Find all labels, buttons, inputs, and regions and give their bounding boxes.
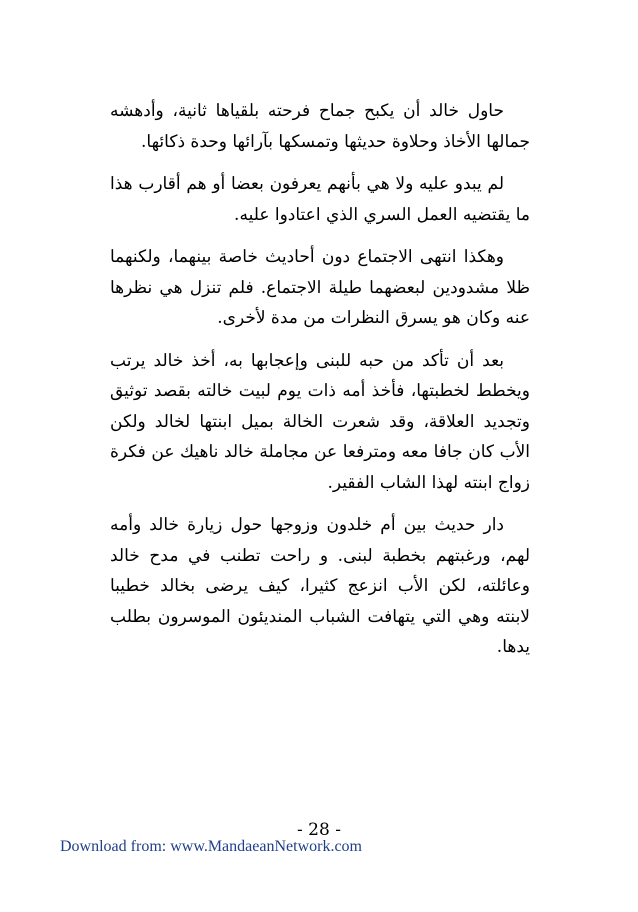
paragraph-2: لم يبدو عليه ولا هي بأنهم يعرفون بعضا أو هم أقارب هذا ما يقتضيه العمل السري الذي اعتادوا عليه. bbox=[110, 174, 530, 225]
paragraph-4: بعد أن تأكد من حبه للبنى وإعجابها به، أخذ خالد يرتب ويخطط لخطبتها، فأخذ أمه ذات يوم لبيت خالته بقصد توثيق وتجديد العلاقة، وقد شعرت الخالة بميل ابنتها لخالد ولكن الأب كان جافا معه ومترفعا عن مجاملة خالد ناهيك عن فكرة زواج ابنته لهذا الشاب الفقير. bbox=[110, 350, 530, 493]
paragraph-3: وهكذا انتهى الاجتماع دون أحاديث خاصة بينهما، ولكنهما ظلا مشدودين لبعضهما طيلة الاجتماع. فلم تنزل هي نظرها عنه وكان هو يسرق النظرات من مدة لأخرى. bbox=[110, 247, 530, 328]
paragraph-5: دار حديث بين أم خلدون وزوجها حول زيارة خالد وأمه لهم، ورغبتهم بخطبة لبنى. و راحت تطنب في مدح خالد وعائلته، لكن الأب انزعج كثيرا، كيف يرضى بخالد خطيبا لابنته وهي التي يتهافت الشباب المنديئون الموسرون بطلب يدها. bbox=[110, 515, 530, 657]
paragraph-1: حاول خالد أن يكبح جماح فرحته بلقياها ثانية، وأدهشه جمالها الأخاذ وحلاوة حديثها وتمسكها بآرائها وحدة ذكائها. bbox=[110, 101, 530, 152]
download-link[interactable]: Download from: www.MandaeanNetwork.com bbox=[60, 838, 362, 855]
page-body bbox=[110, 96, 530, 675]
page-number: - 28 - bbox=[297, 820, 341, 840]
